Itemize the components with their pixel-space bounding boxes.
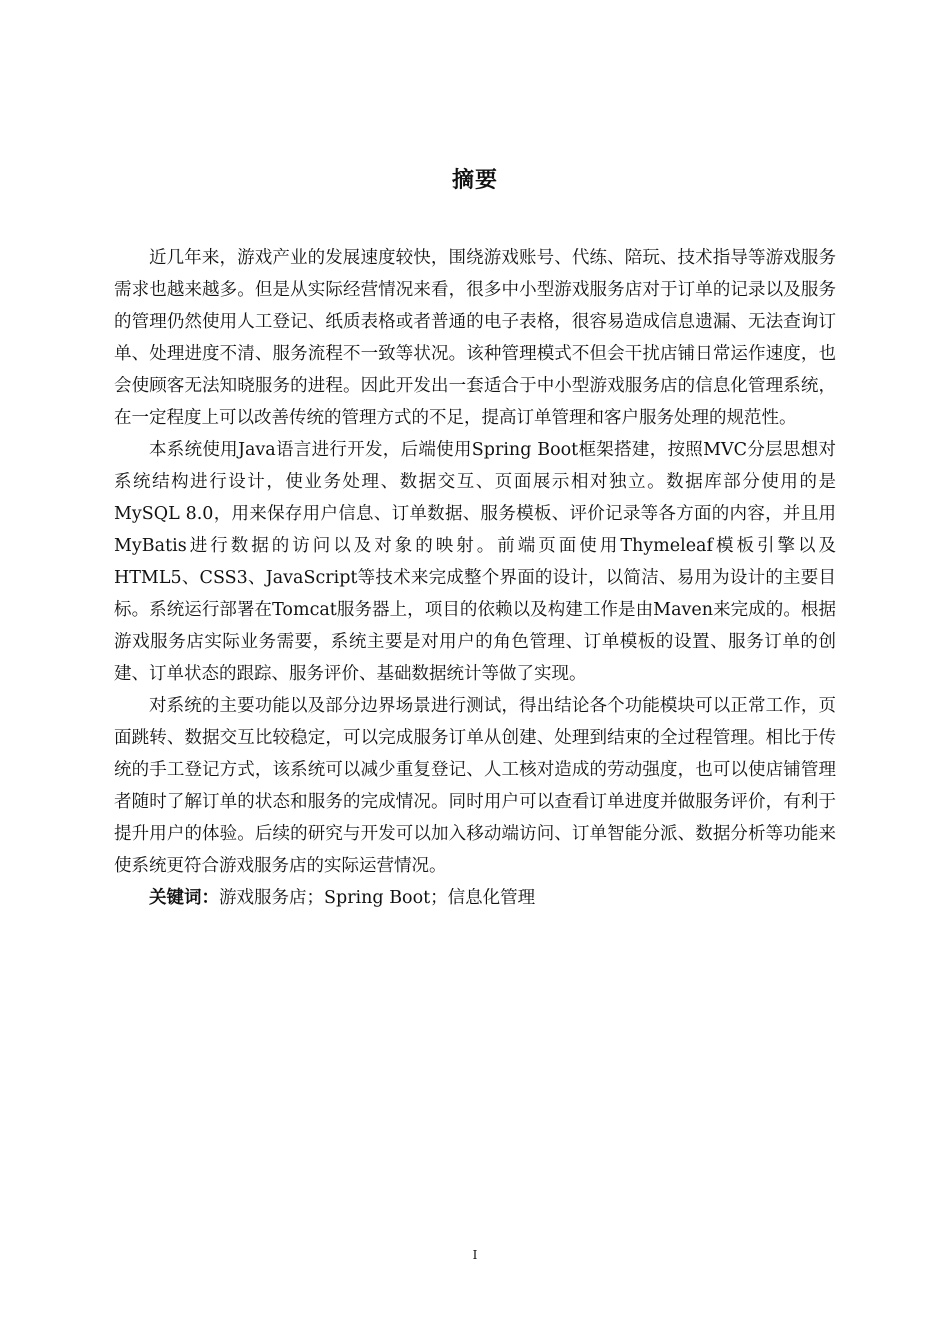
keywords-line [114,882,836,914]
abstract-paragraph-3: 对系统的主要功能以及部分边界场景进行测试，得出结论各个功能模块可以正常工作，页面跳转、数据交互比较稳定，可以完成服务订单从创建、处理到结束的全过程管理。相比于传统的手工登记方式，该系统可以减少重复登记、人工核对造成的劳动强度，也可以使店铺管理者随时了解订单的状态和服务的完成情况。同时用户可以查看订单进度并做服务评价，有利于提升用户的体验。后续的研究与开发可以加入移动端访问、订单智能分派、数据分析等功能来使系统更符合游戏服务店的实际运营情况。 [114,696,836,876]
abstract-paragraph-1: 近几年来，游戏产业的发展速度较快，围绕游戏账号、代练、陪玩、技术指导等游戏服务需求也越来越多。但是从实际经营情况来看，很多中小型游戏服务店对于订单的记录以及服务的管理仍然使用人工登记、纸质表格或者普通的电子表格，很容易造成信息遗漏、无法查询订单、处理进度不清、服务流程不一致等状况。该种管理模式不但会干扰店铺日常运作速度，也会使顾客无法知晓服务的进程。因此开发出一套适合于中小型游戏服务店的信息化管理系统，在一定程度上可以改善传统的管理方式的不足，提高订单管理和客户服务处理的规范性。 [114,248,836,428]
page-number: I [472,1248,478,1262]
abstract-body [114,242,836,914]
abstract-title: 摘要 [451,168,498,193]
abstract-paragraph-2: 本系统使用Java语言进行开发，后端使用Spring Boot框架搭建，按照MVC分层思想对系统结构进行设计，使业务处理、数据交互、页面展示相对独立。数据库部分使用的是MySQL 8.0，用来保存用户信息、订单数据、服务模板、评价记录等各方面的内容，并且用MyBatis进行数据的访问以及对象的映射。前端页面使用Thymeleaf模板引擎以及HTML5、CSS3、JavaScript等技术来完成整个界面的设计，以简洁、易用为设计的主要目标。系统运行部署在Tomcat服务器上，项目的依赖以及构建工作是由Maven来完成的。根据游戏服务店实际业务需要，系统主要是对用户的角色管理、订单模板的设置、服务订单的创建、订单状态的跟踪、服务评价、基础数据统计等做了实现。 [114,440,836,684]
keywords-label: 关键词： [149,888,219,908]
keywords-value: 游戏服务店；Spring Boot；信息化管理 [219,888,536,908]
